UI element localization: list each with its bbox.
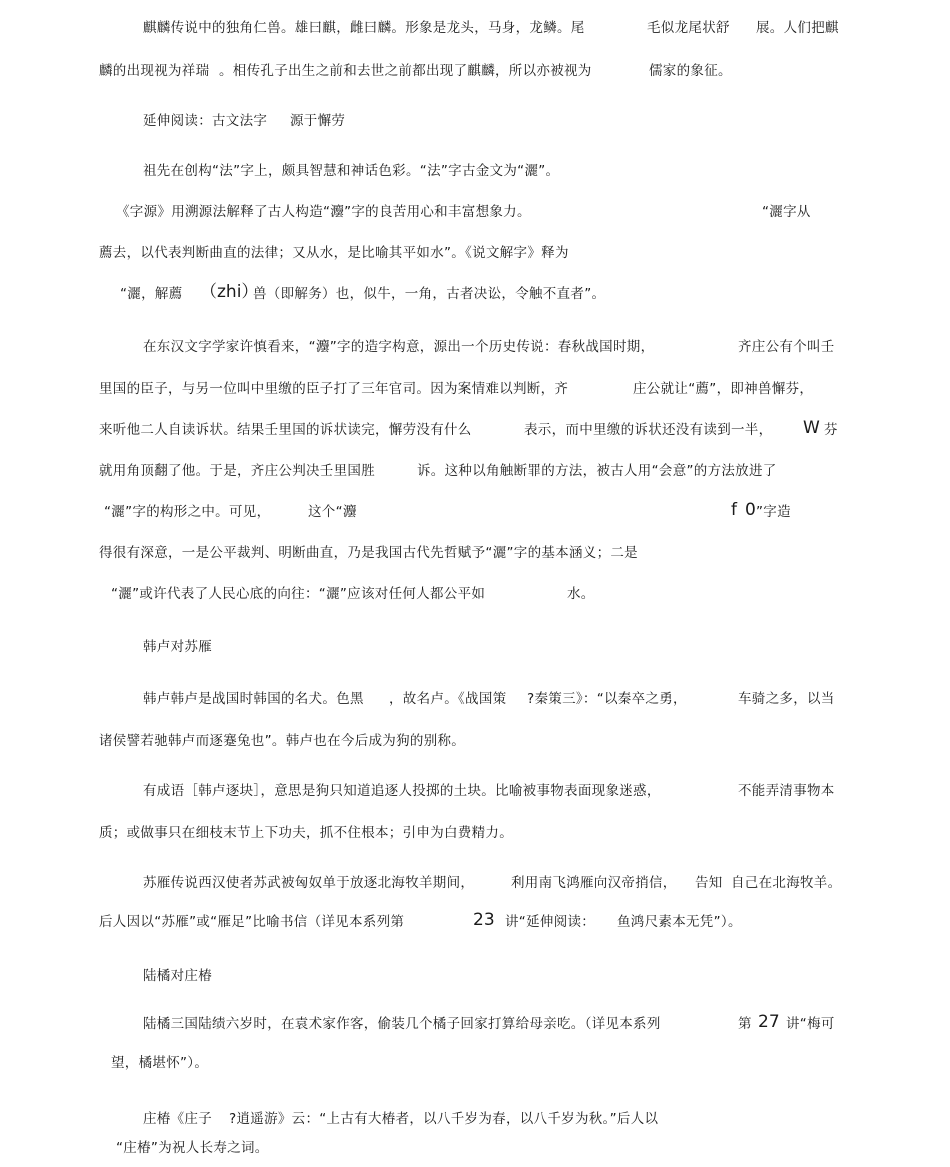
text-line-19: 质；或做事只在细枝末节上下功夫，抓不住根本；引申为白费精力。 [99, 825, 513, 841]
text-line-7b: （zhi） [200, 282, 259, 302]
text-line-1c: 展。人们把麒 [756, 20, 839, 36]
text-line-14a: “灑”或许代表了人民心底的向往：“灑”应该对任何人都公平如 [111, 586, 486, 602]
text-line-23a: 陆橘三国陆绩六岁时，在袁术家作客，偷装几个橘子回家打算给母亲吃。（详见本系列 [143, 1016, 661, 1032]
text-line-8b: 齐庄公有个叫壬 [738, 339, 835, 355]
text-line-20c: 告知 [695, 875, 723, 891]
text-line-24: 望，橘堪怀”）。 [111, 1055, 209, 1071]
text-line-20d: 自己在北海牧羊。 [731, 875, 842, 891]
text-line-21c: 讲“延伸阅读： [505, 914, 596, 930]
text-line-21b: 23 [473, 910, 495, 930]
text-line-13: 得很有深意，一是公平裁判、明断曲直，乃是我国古代先哲赋予“灑”字的基本涵义；二是 [99, 545, 638, 561]
text-line-2a: 麟的出现视为祥瑞 [99, 63, 210, 79]
text-line-18b: 不能弄清事物本 [738, 783, 835, 799]
text-line-2b: 。相传孔子出生之前和去世之前都出现了麒麟，所以亦被视为 [219, 63, 592, 79]
text-line-11a: 就用角顶翻了他。于是，齐庄公判决壬里国胜 [99, 463, 375, 479]
text-line-25a: 庄椿《庄子 [143, 1111, 212, 1127]
text-line-1b: 毛似龙尾状舒 [647, 20, 730, 36]
text-line-16a: 韩卢韩卢是战国时韩国的名犬。色黑 [143, 691, 364, 707]
text-line-16d: 车骑之多，以当 [738, 691, 835, 707]
section-heading-hanlu: 韩卢对苏雁 [143, 639, 212, 655]
text-line-10b: 表示，而中里缴的诉状还没有读到一半， [524, 422, 773, 438]
text-line-7a: “灑，解薦 [120, 286, 183, 302]
text-line-9b: 庄公就让“薦”，即神兽懈芬， [633, 381, 814, 397]
text-line-8a: 在东汉文字学家许慎看来，“灋”字的造字构意，源出一个历史传说：春秋战国时期， [143, 339, 655, 355]
text-line-20a: 苏雁传说西汉使者苏武被匈奴单于放逐北海牧羊期间， [143, 875, 475, 891]
text-line-12e: ”字造 [756, 504, 791, 520]
text-line-10c: W [803, 418, 820, 438]
text-line-9a: 里国的臣子，与另一位叫中里缴的臣子打了三年官司。因为案情难以判断，齐 [99, 381, 569, 397]
text-line-26: “庄椿”为祝人长寿之词。 [116, 1140, 269, 1156]
text-line-1a: 麒麟传说中的独角仁兽。雄曰麒，雌曰麟。形象是龙头，马身，龙鳞。尾 [143, 20, 585, 36]
text-line-23d: 讲“梅可 [786, 1016, 835, 1032]
text-line-7c: 兽（即解务）也，似牛，一角，古者决讼，令触不直者”。 [253, 286, 606, 302]
text-line-12c: f [731, 500, 737, 520]
text-line-18a: 有成语［韩卢逐块］，意思是狗只知道追逐人投掷的土块。比喻被事物表面现象迷惑， [143, 783, 661, 799]
text-line-12d: 0 [745, 500, 756, 520]
text-line-23b: 第 [738, 1016, 752, 1032]
text-line-10d: 芬 [824, 422, 838, 438]
text-line-25b: ?逍遥游》云：“上古有大椿者，以八千岁为春，以八千岁为秋。”后人以 [229, 1111, 659, 1127]
text-line-4: 祖先在创构“法”字上，颇具智慧和神话色彩。“法”字古金文为“灑”。 [143, 163, 560, 179]
text-line-16b: ，故名卢。《战国策 [389, 691, 507, 707]
text-line-14b: 水。 [567, 586, 595, 602]
text-line-21a: 后人因以“苏雁”或“雁足”比喻书信（详见本系列第 [99, 914, 405, 930]
text-line-5b: “灑字从 [762, 204, 811, 220]
text-line-21d: 鱼鸿尺素本无凭”）。 [617, 914, 742, 930]
text-line-16c: ?秦策三》：“以秦卒之勇， [527, 691, 687, 707]
section-heading-luju: 陆橘对庄椿 [143, 968, 212, 984]
text-line-12b: 这个“灋 [308, 504, 357, 520]
text-line-12a: “灑”字的构形之中。可见， [104, 504, 271, 520]
text-line-2c: 儒家的象征。 [649, 63, 732, 79]
text-line-20b: 利用南飞鸿雁向汉帝捎信， [511, 875, 677, 891]
text-line-23c: 27 [758, 1012, 780, 1032]
text-line-11b: 诉。这种以角触断罪的方法，被古人用“会意”的方法放进了 [417, 463, 777, 479]
section-heading-b: 源于懈劳 [290, 113, 346, 129]
text-line-6: 薦去，以代表判断曲直的法律；又从水，是比喻其平如水”。《说文解字》释为 [99, 245, 569, 261]
text-line-10a: 来听他二人自读诉状。结果壬里国的诉状读完，懈劳没有什么 [99, 422, 472, 438]
section-heading-a: 延伸阅读：古文法字 [143, 113, 268, 129]
text-line-17: 诸侯譬若驰韩卢而逐蹇兔也”。韩卢也在今后成为狗的别称。 [99, 733, 466, 749]
text-line-5a: 《字源》用溯源法解释了古人构造“灋”字的良苦用心和丰富想象力。 [116, 204, 531, 220]
